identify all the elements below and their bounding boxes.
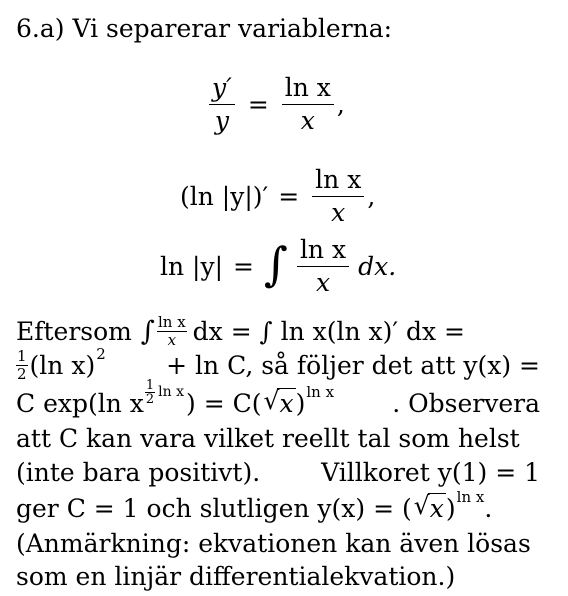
text-ln-x: (ln x) xyxy=(29,350,96,380)
text-remark: (Anmärkning: ekvationen kan även lösas xyxy=(16,528,531,558)
denominator: x xyxy=(300,105,315,135)
numerator: 1 xyxy=(145,377,155,393)
explanation-paragraph xyxy=(16,314,540,594)
sqrt-x: √ x xyxy=(263,386,294,418)
text-line-4: att C kan vara vilket reellt tal som helst xyxy=(16,423,520,453)
text-observera: . Observera xyxy=(392,388,540,418)
text-integral-expression: dx = ∫ ln x(ln x)′ dx = xyxy=(192,316,465,346)
integral-sign: ∫ xyxy=(263,237,288,291)
equals-sign: = xyxy=(247,89,269,119)
paragraph-line-1 xyxy=(16,314,540,348)
half-ln-x-squared xyxy=(16,345,106,383)
comma: , xyxy=(367,181,376,211)
period: . xyxy=(484,493,493,523)
paragraph-line-3 xyxy=(16,377,540,420)
numerator: ln x xyxy=(299,235,347,264)
denominator: y xyxy=(214,105,229,135)
equation-2 xyxy=(180,166,375,226)
text-linear-ode: som en linjär differentialekvation.) xyxy=(16,561,456,591)
fraction-lnx-over-x xyxy=(312,166,364,226)
fraction-yprime-over-y xyxy=(209,74,235,134)
text-condition: Villkoret y(1) = 1 xyxy=(321,457,540,487)
paragraph-line-7 xyxy=(16,526,540,560)
denominator: 2 xyxy=(145,391,155,407)
radicand: x xyxy=(279,389,294,418)
fraction-lnx-over-x xyxy=(297,236,349,296)
denominator: x xyxy=(167,330,177,349)
equation-3 xyxy=(160,236,396,296)
paragraph-line-6 xyxy=(16,488,540,525)
close-paren: ) xyxy=(295,388,306,418)
fraction-one-half xyxy=(145,379,155,406)
fraction-lnx-over-x xyxy=(157,314,187,348)
left-side: ln |y| xyxy=(160,251,224,281)
denominator: x xyxy=(331,197,346,227)
fraction-lnx-over-x xyxy=(282,74,334,134)
exp-expression xyxy=(16,377,335,418)
denominator: x xyxy=(315,267,331,297)
text-c-exp: C exp(ln x xyxy=(16,388,144,418)
text-equals-c: ) = C( xyxy=(186,388,262,418)
paragraph-line-8 xyxy=(16,559,540,593)
fraction-one-half xyxy=(16,348,28,382)
radicand: x xyxy=(429,494,444,523)
paragraph-line-4 xyxy=(16,421,540,455)
equation-1 xyxy=(206,74,345,134)
text-so-follows: + ln C, så följer det att y(x) = xyxy=(166,350,540,380)
numerator: ln x xyxy=(315,165,362,194)
numerator: ln x xyxy=(157,313,186,331)
close-paren: ) xyxy=(445,493,456,523)
text-gives-c: ger C = 1 och slutligen y(x) = ( xyxy=(16,493,412,523)
denominator: 2 xyxy=(17,364,27,383)
text-not-only-positive: (inte bara positivt). xyxy=(16,457,261,487)
text-eftersom: Eftersom xyxy=(16,316,132,346)
section-heading: 6.a) Vi separerar variablerna: xyxy=(16,14,393,43)
numerator: ln x xyxy=(284,73,331,102)
equals-sign: = xyxy=(233,251,254,281)
exponent-half-ln-x xyxy=(144,379,184,406)
dx: dx. xyxy=(358,251,397,281)
paragraph-line-2 xyxy=(16,345,540,383)
numerator: y′ xyxy=(212,73,232,102)
equals-sign: = xyxy=(278,181,300,211)
integral-sign: ∫ xyxy=(140,315,155,347)
left-side: (ln |y|)′ xyxy=(180,181,269,211)
sqrt-x: √ x xyxy=(413,491,444,523)
exponent: ln x xyxy=(306,383,335,401)
paragraph-line-5 xyxy=(16,455,540,489)
exponent: ln x xyxy=(456,488,485,506)
comma: , xyxy=(336,89,345,119)
numerator: 1 xyxy=(17,347,27,365)
exponent-tail: ln x xyxy=(158,384,184,400)
exponent: 2 xyxy=(96,345,106,363)
